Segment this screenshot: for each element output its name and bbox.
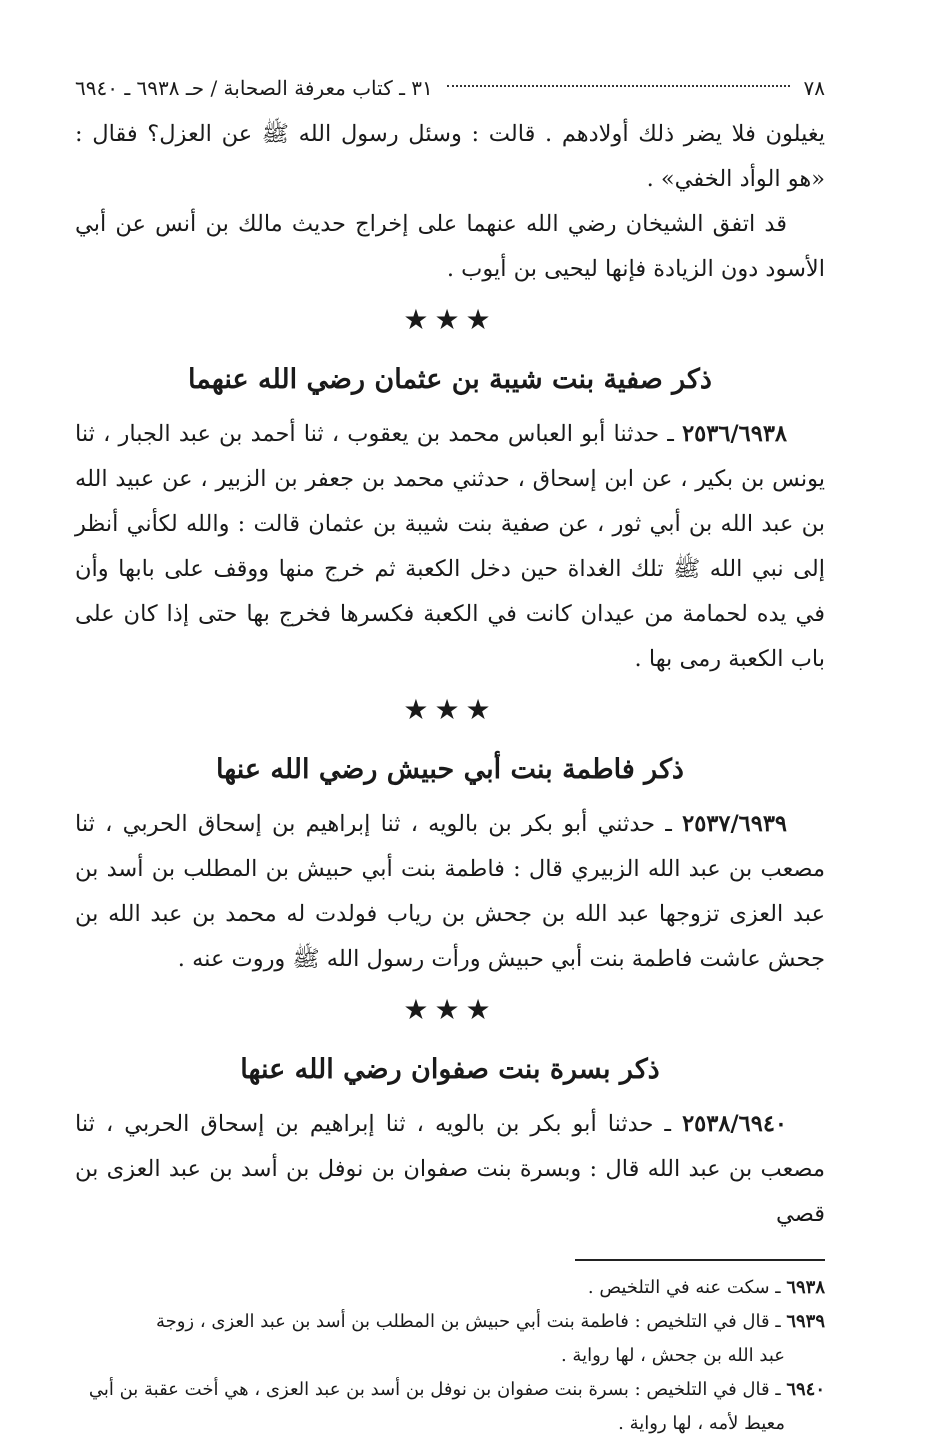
footnote-number: ٦٩٤٠ [786,1379,825,1400]
section-heading: ذكر صفية بنت شيبة بن عثمان رضي الله عنهما [188,364,712,395]
running-head [75,72,825,104]
footnote-text: ـ قال في التلخيص : بسرة بنت صفوان بن نوفل بن أسد بن عبد العزى ، هي أخت عقبة بن أبي [88,1379,781,1400]
hadith-text: ـ حدثنا أبو العباس محمد بن يعقوب ، ثنا أحمد بن عبد الجبار ، ثنا يونس بن بكير ، عن ابن إسحاق ، حدثني محمد بن جعفر بن الزبير ، عن عبيد الله بن عبد الله بن أبي ثور ، عن صفية بنت شيبة بن عثمان قالت : والله لكأني أنظر إلى نبي الله ﷺ تلك الغداة حين دخل الكعبة ثم خرج منها ووقف على بابها وأن في يده لحمامة من عيدان كانت في الكعبة فكسرها فخرج بها حتى إذا كان على باب الكعبة رمى بها . [75,421,825,672]
hadith-text: ـ حدثني أبو بكر بن بالويه ، ثنا إبراهيم بن إسحاق الحربي ، ثنا مصعب بن عبد الله الزبيري قال : فاطمة بنت أبي حبيش بن المطلب بن أسد بن عبد العزى تزوجها عبد الله بن جحش بن رياب فولدت له محمد بن عبد الله بن جحش عاشت فاطمة بنت أبي حبيش ورأت رسول الله ﷺ وروت عنه . [75,811,825,972]
opening-text-2: قد اتفق الشيخان رضي الله عنهما على إخراج حديث مالك بن أنس عن أبي الأسود دون الزيادة فإنها ليحيى بن أيوب . [75,211,825,282]
section-separator: ★★★ [403,303,497,336]
footnote-number: ٦٩٣٨ [786,1277,825,1298]
running-title: ٣١ ـ كتاب معرفة الصحابة / حـ ٦٩٣٨ ـ ٦٩٤٠ [75,76,433,100]
opening-text: يغيلون فلا يضر ذلك أولادهم . قالت : وسئل رسول الله ﷺ عن العزل؟ فقال : «هو الوأد الخفي» . [75,121,825,192]
hadith-paragraph [75,412,825,682]
page-number: ٧٨ [803,76,825,100]
footnote [75,1271,825,1305]
leader-dots [447,85,790,87]
hadith-number: ٢٥٣٦/٦٩٣٨ [682,421,787,447]
footnote-text: ـ قال في التلخيص : فاطمة بنت أبي حبيش بن المطلب بن أسد بن عبد العزى ، زوجة [155,1311,781,1332]
footnote-continuation: عبد الله بن جحش ، لها رواية . [560,1345,785,1366]
footnote-rule [575,1259,825,1261]
footnote-number: ٦٩٣٩ [786,1311,825,1332]
hadith-number: ٢٥٣٧/٦٩٣٩ [682,811,788,837]
hadith-text: ـ حدثنا أبو بكر بن بالويه ، ثنا إبراهيم بن إسحاق الحربي ، ثنا مصعب بن عبد الله قال : وبسرة بنت صفوان بن نوفل بن أسد بن عبد العزى بن قصي [75,1111,825,1227]
footnote [75,1305,825,1373]
footnote [75,1373,825,1441]
opening-paragraph-2 [75,202,825,292]
section-heading: ذكر فاطمة بنت أبي حبيش رضي الله عنها [216,754,684,785]
opening-paragraph [75,112,825,202]
section-separator: ★★★ [403,993,497,1026]
hadith-paragraph [75,1102,825,1237]
footnote-continuation: معيط لأمه ، لها رواية . [618,1413,785,1434]
footnotes [75,1271,825,1441]
section-heading: ذكر بسرة بنت صفوان رضي الله عنها [240,1054,660,1085]
section-separator: ★★★ [403,693,497,726]
book-page [75,72,825,1441]
footnote-text: ـ سكت عنه في التلخيص . [587,1277,781,1298]
hadith-number: ٢٥٣٨/٦٩٤٠ [682,1111,787,1137]
hadith-paragraph [75,802,825,982]
